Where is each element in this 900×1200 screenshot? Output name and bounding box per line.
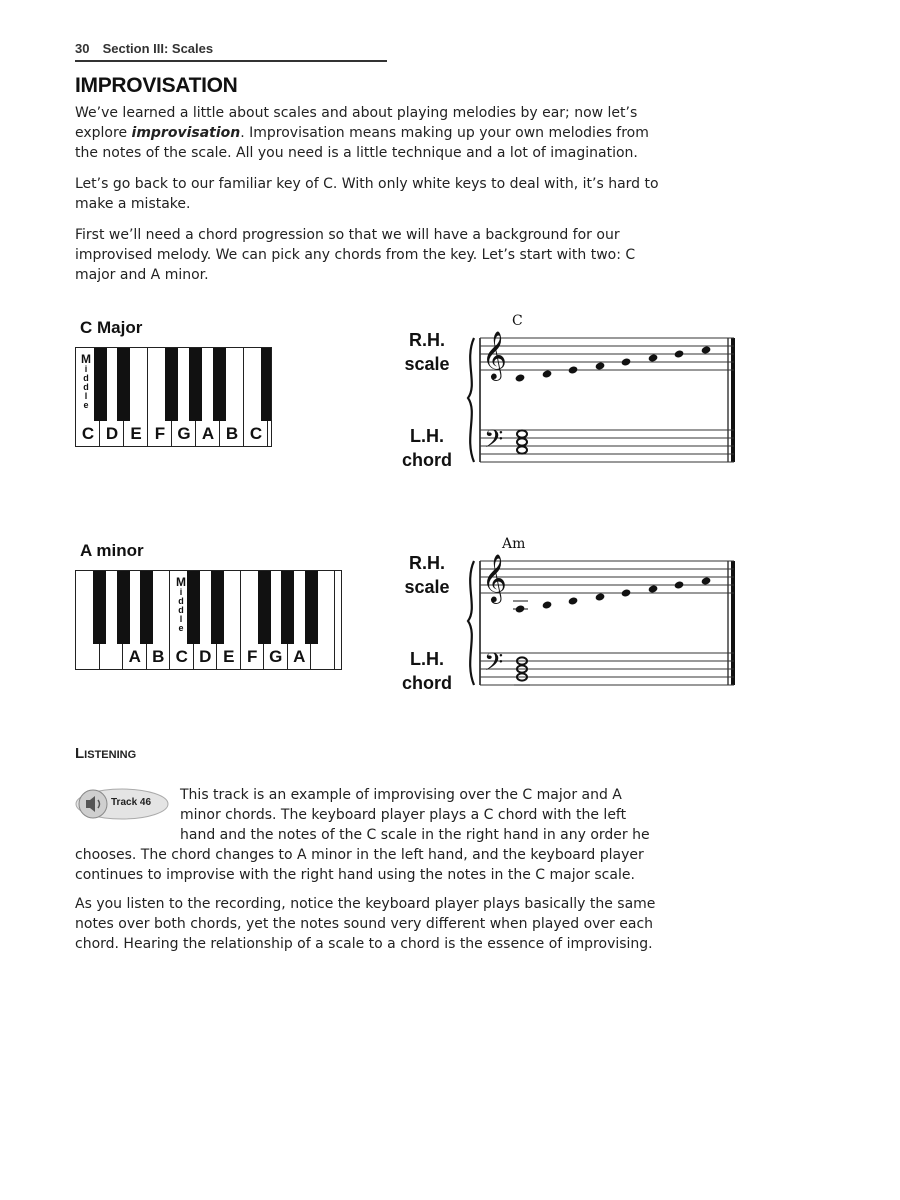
- black-key: [165, 348, 178, 421]
- key-label: A: [201, 424, 215, 443]
- c-major-staff: [462, 330, 744, 470]
- a-minor-title: A minor: [80, 541, 144, 560]
- scale-note: [542, 600, 553, 609]
- scale-note: [648, 353, 659, 362]
- scale-note: [595, 592, 606, 601]
- black-key: [189, 348, 202, 421]
- black-key: [213, 348, 226, 421]
- chord-note: [517, 438, 527, 445]
- c-major-title: C Major: [80, 318, 143, 337]
- rh-label: [392, 328, 462, 376]
- scale-note: [515, 373, 526, 382]
- svg-text:𝄞: 𝄞: [482, 330, 507, 379]
- lh-label-line1: L.H.: [410, 426, 444, 446]
- middle-label-text: M i d d l e: [81, 352, 91, 410]
- key-label: D: [199, 647, 212, 666]
- black-key: [140, 571, 153, 644]
- brace: [468, 338, 474, 462]
- black-key: [305, 571, 318, 644]
- listening-text-1: This track is an example of improvising over the C major and A minor chords. The keyboard player plays a C chord with the left hand and the notes of the C scale in the right hand in any order he chooses. The chord changes to A minor in the left hand, and the keyboard player continues to improvise with the right hand using the notes in the C major scale.: [75, 787, 650, 883]
- scale-note: [595, 361, 606, 370]
- a-minor-keyboard: [75, 570, 342, 670]
- black-key: [94, 348, 107, 421]
- scale-note: [674, 580, 685, 589]
- chord-symbol: Am: [502, 536, 526, 552]
- listening-heading-initial: L: [75, 745, 85, 762]
- middle-c-label: [175, 576, 187, 633]
- scale-note: [701, 345, 712, 354]
- intro-text-b: . Improvisation means making up your own melodies from the notes of the scale. All you need is a little technique and a lot of imagination.: [75, 125, 649, 161]
- black-key: [261, 348, 271, 421]
- intro-paragraph-2: Let’s go back to our familiar key of C. With only white keys to deal with, it’s hard to make a mistake.: [75, 176, 659, 212]
- scale-note: [674, 349, 685, 358]
- key-label: A: [128, 647, 141, 666]
- black-key: [187, 571, 200, 644]
- key-label: B: [225, 424, 239, 443]
- middle-c-label: [80, 353, 92, 410]
- lh-label-line2: chord: [401, 673, 452, 693]
- rh-label: [392, 551, 462, 599]
- track-label: Track 46: [111, 797, 152, 808]
- scale-note: [515, 604, 526, 613]
- improvisation-term: improvisation: [131, 125, 241, 141]
- lh-label-line1: L.H.: [410, 649, 444, 669]
- key-label: F: [247, 647, 258, 666]
- lh-label-line2: chord: [401, 450, 452, 470]
- page-number: 30: [75, 41, 90, 56]
- listening-paragraph-1: [75, 785, 665, 885]
- key-label: C: [175, 647, 188, 666]
- svg-text:𝄞: 𝄞: [482, 553, 507, 602]
- chord-symbol: C: [512, 313, 523, 329]
- scale-note: [701, 576, 712, 585]
- black-key: [93, 571, 106, 644]
- chord-note: [517, 446, 527, 453]
- middle-label-text: M i d d l e: [176, 575, 186, 633]
- black-key: [258, 571, 271, 644]
- scale-note: [568, 596, 579, 605]
- svg-text:𝄢: 𝄢: [484, 648, 504, 683]
- key-label: F: [154, 424, 166, 443]
- brace: [468, 561, 474, 685]
- intro-text-a: We’ve learned a little about scales and about playing melodies by ear; now let’s explore: [75, 105, 638, 141]
- float-spacer: [75, 785, 180, 845]
- scale-note: [621, 357, 632, 366]
- key-label: G: [269, 647, 283, 666]
- rh-label-line2: scale: [404, 577, 450, 597]
- intro-paragraph-1: [75, 103, 675, 163]
- key-label: E: [130, 424, 142, 443]
- page-title: IMPROVISATION: [75, 74, 238, 97]
- black-key: [211, 571, 224, 644]
- a-minor-staff: [462, 553, 744, 693]
- key-label: B: [152, 647, 165, 666]
- black-key: [117, 348, 130, 421]
- key-label: C: [81, 424, 95, 443]
- scale-note: [568, 365, 579, 374]
- scale-note: [542, 369, 553, 378]
- scale-note: [648, 584, 659, 593]
- black-key: [117, 571, 130, 644]
- listening-paragraph-2: As you listen to the recording, notice the keyboard player plays basically the same notes over both chords, yet the notes sound very different when played over each chord. Hearing the relationship of a scale to a chord is the essence of improvising.: [75, 896, 656, 952]
- black-key: [281, 571, 294, 644]
- lh-label: [392, 424, 462, 472]
- rh-label-line2: scale: [404, 354, 450, 374]
- c-major-keyboard: [75, 347, 272, 447]
- key-label: C: [249, 424, 263, 443]
- svg-text:𝄢: 𝄢: [484, 425, 504, 460]
- rh-label-line1: R.H.: [409, 330, 445, 350]
- running-head: [75, 38, 387, 62]
- rh-label-line1: R.H.: [409, 553, 445, 573]
- key-label: G: [177, 424, 191, 443]
- lh-label: [392, 647, 462, 695]
- section-title: Section III: Scales: [102, 41, 214, 56]
- listening-heading: [75, 745, 136, 762]
- key-label: A: [293, 647, 306, 666]
- chord-note: [517, 430, 527, 437]
- scale-note: [621, 588, 632, 597]
- key-label: D: [105, 424, 119, 443]
- key-label: E: [223, 647, 235, 666]
- intro-paragraph-3: First we’ll need a chord progression so that we will have a background for our improvised melody. We can pick any chords from the key. Let’s start with two: C major and A minor.: [75, 227, 636, 283]
- listening-heading-rest: ISTENING: [84, 749, 137, 761]
